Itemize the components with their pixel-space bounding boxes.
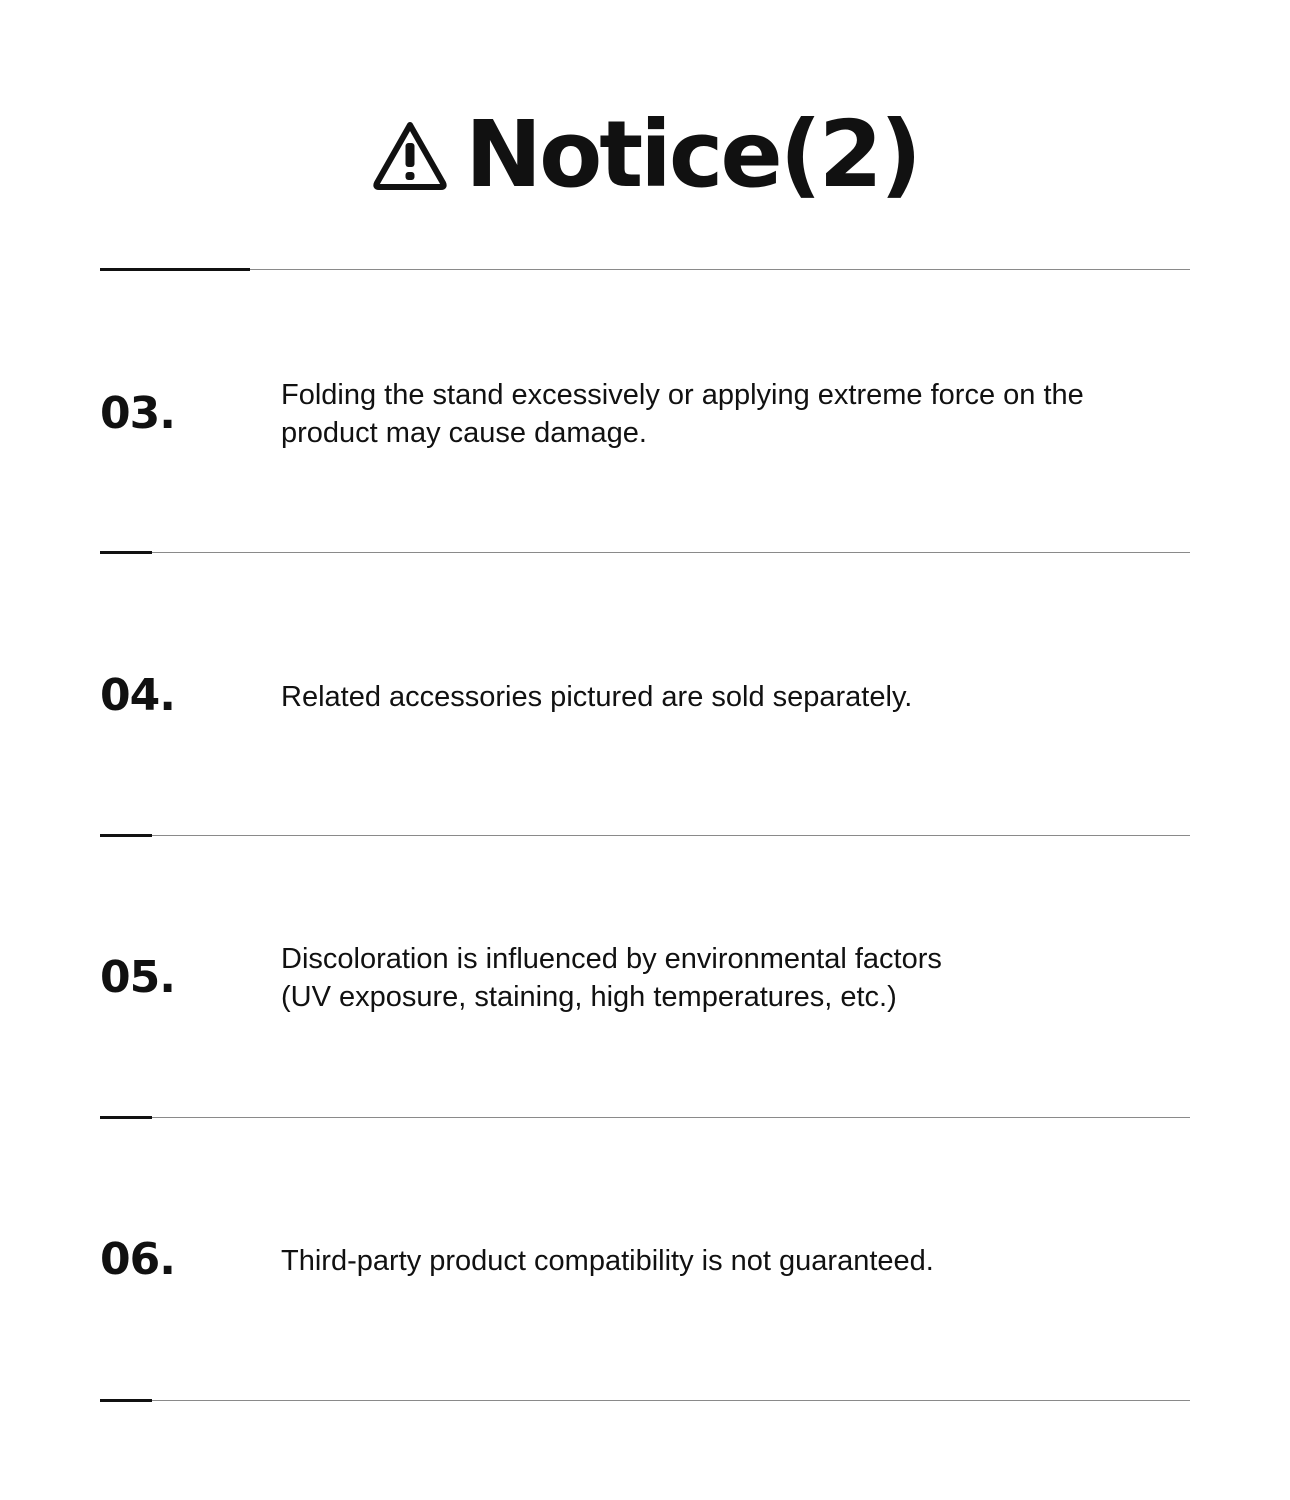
header-divider	[100, 269, 1190, 270]
notice-text-line: Third-party product compatibility is not guaranteed.	[281, 1245, 934, 1277]
warning-triangle-icon	[371, 119, 449, 191]
page-header	[0, 100, 1290, 210]
notice-text	[281, 376, 1141, 452]
notice-text	[281, 940, 1141, 1016]
notice-text-line: Related accessories pictured are sold separately.	[281, 681, 913, 713]
notice-number: 05.	[100, 952, 175, 1003]
notice-number: 06.	[100, 1234, 175, 1285]
notice-divider	[100, 835, 1190, 836]
notice-divider	[100, 552, 1190, 553]
notice-text-line: Discoloration is influenced by environmental factors	[281, 943, 942, 975]
notice-text	[281, 678, 1141, 716]
notice-divider-accent	[100, 834, 152, 837]
page-title: Notice(2)	[465, 101, 919, 208]
notice-number: 03.	[100, 388, 175, 439]
header-divider-accent	[100, 268, 250, 271]
notice-divider-accent	[100, 1399, 152, 1402]
notice-text	[281, 1242, 1141, 1280]
notice-number: 04.	[100, 670, 175, 721]
notice-divider-accent	[100, 1116, 152, 1119]
notice-divider-accent	[100, 551, 152, 554]
notice-divider	[100, 1117, 1190, 1118]
notice-text-line: product may cause damage.	[281, 417, 647, 449]
notice-divider	[100, 1400, 1190, 1401]
notice-text-line: (UV exposure, staining, high temperatures, etc.)	[281, 981, 897, 1013]
notice-text-line: Folding the stand excessively or applying extreme force on the	[281, 379, 1084, 411]
